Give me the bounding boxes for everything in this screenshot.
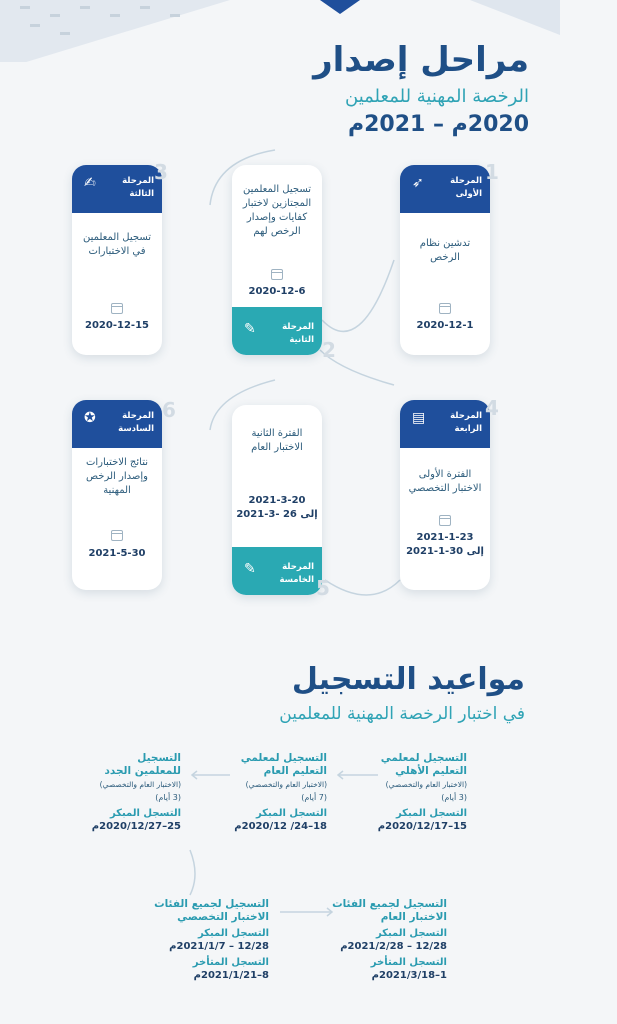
block-late-dates: 8–2021/1/21م bbox=[193, 970, 269, 981]
block-title: التسجيل لمعلمي bbox=[380, 752, 467, 764]
block-early-label: التسجل المبكر bbox=[395, 808, 467, 819]
stage-4-number: 4 bbox=[485, 396, 499, 420]
document-icon: ▤ bbox=[412, 410, 426, 426]
license-icon: ✪ bbox=[84, 410, 96, 426]
block-title: الاختبار التخصصي bbox=[177, 911, 269, 923]
block-note: (الاختبار العام والتخصصي) bbox=[385, 780, 467, 789]
block-early-label: التسجل المبكر bbox=[255, 808, 327, 819]
registration-private-education bbox=[378, 752, 467, 833]
block-late-label: التسجل المتأخر bbox=[192, 957, 269, 968]
registration-new-teachers bbox=[92, 752, 181, 833]
block-late-label: التسجل المتأخر bbox=[370, 957, 447, 968]
registration-general-exam bbox=[332, 898, 447, 982]
page-subtitle: الرخصة المهنية للمعلمين bbox=[345, 86, 529, 107]
registration-title: مواعيد التسجيل bbox=[291, 662, 525, 697]
block-late-dates: 1–2021/3/18م bbox=[371, 970, 447, 981]
block-dates: 12/28 – 2021/1/7م bbox=[169, 941, 269, 952]
block-title: التعليم العام bbox=[263, 765, 327, 777]
stage-3-date: 2020-12-15 bbox=[85, 320, 149, 331]
stage-3-tab-label: المرحلة الثالثة bbox=[122, 176, 154, 199]
registration-public-education bbox=[234, 752, 327, 833]
stage-1-date: 2020-12-1 bbox=[416, 320, 474, 331]
stage-6-number: 6 bbox=[162, 398, 176, 422]
stage-3-number: 3 bbox=[154, 160, 168, 184]
stage-4-description: الفترة الأولى الاختبار التخصصي bbox=[408, 469, 482, 494]
block-title: الاختبار العام bbox=[380, 911, 447, 923]
stage-6-description: نتائج الاختبارات وإصدار الرخص المهنية bbox=[85, 457, 149, 496]
stage-1-tab-label: المرحلة الأولى bbox=[450, 176, 482, 199]
stage-2-description: تسجيل المعلمين المجتازين لاختبار كفايات وإصدار الرخص لهم bbox=[242, 184, 312, 237]
exam-icon: ✎ bbox=[244, 561, 256, 577]
stage-4-date-end: إلى 30-1-2021 bbox=[406, 546, 484, 557]
stage-2-tab-label: المرحلة الثانية bbox=[282, 322, 314, 345]
stage-3-description: تسجيل المعلمين في الاختبارات bbox=[82, 232, 152, 257]
stage-5-tab-label: المرحلة الخامسة bbox=[279, 562, 314, 585]
stage-1-description: تدشين نظام الرخص bbox=[419, 238, 471, 263]
stage-4-date: 2021-1-23 bbox=[416, 532, 474, 543]
block-duration: (3 أيام) bbox=[155, 793, 181, 802]
stage-4-tab-label: المرحلة الرابعة bbox=[450, 411, 482, 434]
launch-icon: ➶ bbox=[412, 175, 424, 191]
page-title: مراحل إصدار bbox=[313, 40, 529, 80]
block-dates: 12/28 – 2021/2/28م bbox=[340, 941, 447, 952]
block-title: التسجيل bbox=[137, 752, 181, 764]
block-title: التسجيل لمعلمي bbox=[240, 752, 327, 764]
registration-subtitle: في اختبار الرخصة المهنية للمعلمين bbox=[279, 704, 525, 724]
stage-5-date-end: إلى 26 -3-2021 bbox=[236, 509, 318, 520]
block-early-label: التسجل المبكر bbox=[197, 928, 269, 939]
stage-6-date: 2021-5-30 bbox=[88, 548, 146, 559]
stage-2-date: 2020-12-6 bbox=[248, 286, 306, 297]
block-early-label: التسجل المبكر bbox=[375, 928, 447, 939]
stage-2-number: 2 bbox=[322, 338, 336, 362]
block-dates: 15–2020/12/17م bbox=[377, 821, 467, 832]
block-title: للمعلمين الجدد bbox=[104, 765, 181, 777]
block-duration: (3 أيام) bbox=[441, 793, 467, 802]
stage-6-tab-label: المرحلة السادسة bbox=[118, 411, 154, 434]
stage-1-number: 1 bbox=[485, 160, 499, 184]
block-note: (الاختبار العام والتخصصي) bbox=[245, 780, 327, 789]
block-title: التسجيل لجميع الفئات bbox=[154, 898, 269, 910]
block-title: التسجيل لجميع الفئات bbox=[332, 898, 447, 910]
block-duration: (7 أيام) bbox=[301, 793, 327, 802]
block-title: التعليم الأهلي bbox=[395, 765, 467, 777]
register-icon: ✎ bbox=[244, 321, 256, 337]
stage-5-date: 2021-3-20 bbox=[248, 495, 306, 506]
stage-5-description: الفترة الثانية الاختبار العام bbox=[251, 428, 303, 453]
registration-specialized-exam bbox=[154, 898, 269, 982]
page-years: 2020م – 2021م bbox=[347, 112, 529, 137]
block-dates: 18–24/ 2020/12م bbox=[234, 821, 327, 832]
exam-icon: ✍ bbox=[84, 175, 96, 191]
block-early-label: التسجل المبكر bbox=[109, 808, 181, 819]
block-dates: 25–2020/12/27م bbox=[91, 821, 181, 832]
stage-5-number: 5 bbox=[316, 576, 330, 600]
block-note: (الاختبار العام والتخصصي) bbox=[99, 780, 181, 789]
